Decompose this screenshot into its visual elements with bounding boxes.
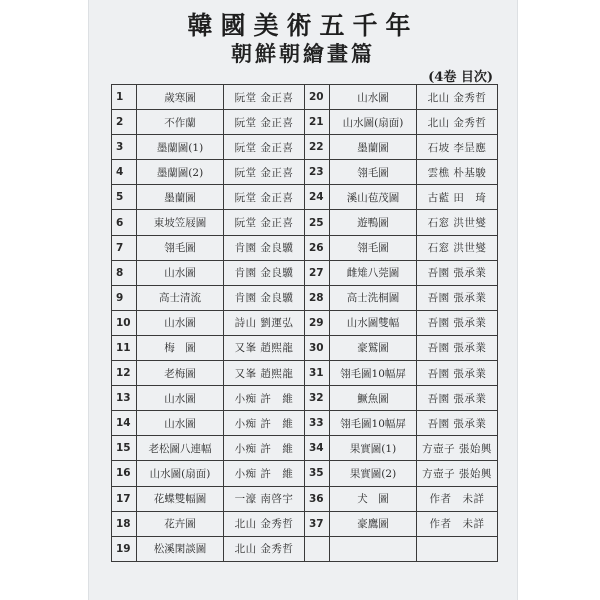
right-entry-title: 遊鴨圖 — [330, 210, 417, 235]
left-entry-number: 4 — [112, 160, 137, 185]
right-entry-title: 豪鷹圖 — [330, 511, 417, 536]
left-entry-title: 山水圖 — [137, 386, 224, 411]
left-entry-number: 12 — [112, 361, 137, 386]
left-entry-artist: 阮堂 金正喜 — [224, 185, 305, 210]
left-entry-artist: 肯園 金良驥 — [224, 285, 305, 310]
right-entry-artist: 吾園 張承業 — [417, 335, 498, 360]
left-entry-title: 花卉圖 — [137, 511, 224, 536]
right-entry-title: 翎毛圖10幅屏 — [330, 411, 417, 436]
table-row — [112, 285, 498, 310]
left-entry-artist: 阮堂 金正喜 — [224, 135, 305, 160]
left-entry-number: 1 — [112, 85, 137, 110]
right-entry-number: 31 — [305, 361, 330, 386]
right-entry-artist: 吾園 張承業 — [417, 411, 498, 436]
left-entry-artist: 北山 金秀哲 — [224, 511, 305, 536]
left-entry-artist: 小痴 許 維 — [224, 411, 305, 436]
right-entry-title: 翎毛圖 — [330, 235, 417, 260]
right-entry-number: 37 — [305, 511, 330, 536]
table-row — [112, 486, 498, 511]
right-entry-artist: 吾園 張承業 — [417, 361, 498, 386]
document-subtitle: 朝鮮朝繪畫篇 — [231, 41, 375, 66]
right-entry-title: 山水圖(扇面) — [330, 110, 417, 135]
right-entry-title: 果實圖(1) — [330, 436, 417, 461]
left-entry-title: 高士清流 — [137, 285, 224, 310]
left-entry-number: 18 — [112, 511, 137, 536]
contents-table — [111, 84, 498, 562]
right-entry-artist: 吾園 張承業 — [417, 285, 498, 310]
left-entry-number: 3 — [112, 135, 137, 160]
right-entry-title: 溪山苞茂圖 — [330, 185, 417, 210]
right-entry-artist: 北山 金秀哲 — [417, 85, 498, 110]
right-entry-title: 山水圖雙幅 — [330, 310, 417, 335]
left-entry-number: 17 — [112, 486, 137, 511]
right-entry-number: 28 — [305, 285, 330, 310]
left-entry-number: 6 — [112, 210, 137, 235]
right-entry-number: 29 — [305, 310, 330, 335]
left-entry-number: 7 — [112, 235, 137, 260]
right-entry-title — [330, 536, 417, 561]
right-entry-artist: 吾園 張承業 — [417, 260, 498, 285]
left-entry-number: 10 — [112, 310, 137, 335]
volume-label: (4卷 目次) — [428, 70, 493, 85]
right-entry-number: 23 — [305, 160, 330, 185]
left-entry-number: 15 — [112, 436, 137, 461]
left-entry-number: 9 — [112, 285, 137, 310]
document-page — [88, 0, 518, 600]
left-entry-title: 老松圖八連幅 — [137, 436, 224, 461]
left-entry-artist: 肯園 金良驥 — [224, 260, 305, 285]
right-entry-artist: 石窓 洪世燮 — [417, 235, 498, 260]
table-row — [112, 436, 498, 461]
table-row — [112, 135, 498, 160]
right-entry-title: 翎毛圖 — [330, 160, 417, 185]
table-row — [112, 461, 498, 486]
right-entry-artist: 雲樵 朴基駿 — [417, 160, 498, 185]
right-entry-title: 雌雉八莞圖 — [330, 260, 417, 285]
right-entry-number: 21 — [305, 110, 330, 135]
left-entry-artist: 一濠 南啓宇 — [224, 486, 305, 511]
right-entry-title: 豪鷲圖 — [330, 335, 417, 360]
left-entry-title: 墨蘭圖(2) — [137, 160, 224, 185]
left-entry-artist: 又峯 趙熙龍 — [224, 335, 305, 360]
right-entry-number: 22 — [305, 135, 330, 160]
right-entry-number: 25 — [305, 210, 330, 235]
left-entry-artist: 阮堂 金正喜 — [224, 160, 305, 185]
right-entry-number: 36 — [305, 486, 330, 511]
table-row — [112, 160, 498, 185]
right-entry-title: 山水圖 — [330, 85, 417, 110]
left-entry-artist: 阮堂 金正喜 — [224, 85, 305, 110]
right-entry-title: 果實圖(2) — [330, 461, 417, 486]
right-entry-title: 鱖魚圖 — [330, 386, 417, 411]
left-entry-title: 山水圖 — [137, 260, 224, 285]
left-entry-number: 19 — [112, 536, 137, 561]
right-entry-number: 27 — [305, 260, 330, 285]
right-entry-title: 墨蘭圖 — [330, 135, 417, 160]
left-entry-title: 山水圖(扇面) — [137, 461, 224, 486]
right-entry-artist: 石窓 洪世燮 — [417, 210, 498, 235]
document-title: 韓國美術五千年 — [187, 11, 419, 40]
table-row — [112, 511, 498, 536]
left-entry-artist: 肯園 金良驥 — [224, 235, 305, 260]
left-entry-number: 16 — [112, 461, 137, 486]
table-row — [112, 536, 498, 561]
right-entry-artist: 作者 未詳 — [417, 511, 498, 536]
table-row — [112, 110, 498, 135]
right-entry-artist: 吾園 張承業 — [417, 310, 498, 335]
right-entry-title: 犬 圖 — [330, 486, 417, 511]
left-entry-title: 東坡笠屐圖 — [137, 210, 224, 235]
right-entry-number — [305, 536, 330, 561]
right-entry-artist: 作者 未詳 — [417, 486, 498, 511]
left-entry-number: 8 — [112, 260, 137, 285]
right-entry-artist: 古藍 田 琦 — [417, 185, 498, 210]
right-entry-number: 26 — [305, 235, 330, 260]
left-entry-artist: 又峯 趙熙龍 — [224, 361, 305, 386]
left-entry-number: 5 — [112, 185, 137, 210]
contents-table-body — [112, 85, 498, 562]
left-entry-artist: 阮堂 金正喜 — [224, 210, 305, 235]
table-row — [112, 235, 498, 260]
left-entry-title: 松溪閑談圖 — [137, 536, 224, 561]
left-entry-title: 梅 圖 — [137, 335, 224, 360]
right-entry-artist: 北山 金秀哲 — [417, 110, 498, 135]
right-entry-number: 24 — [305, 185, 330, 210]
left-entry-title: 翎毛圖 — [137, 235, 224, 260]
right-entry-title: 翎毛圖10幅屏 — [330, 361, 417, 386]
table-row — [112, 85, 498, 110]
right-entry-artist: 吾園 張承業 — [417, 386, 498, 411]
left-entry-artist: 小痴 許 維 — [224, 436, 305, 461]
left-entry-title: 歲寒圖 — [137, 85, 224, 110]
right-entry-number: 20 — [305, 85, 330, 110]
right-entry-number: 32 — [305, 386, 330, 411]
left-entry-title: 山水圖 — [137, 310, 224, 335]
left-entry-number: 13 — [112, 386, 137, 411]
left-entry-title: 老梅圖 — [137, 361, 224, 386]
left-entry-title: 墨蘭圖(1) — [137, 135, 224, 160]
left-entry-artist: 北山 金秀哲 — [224, 536, 305, 561]
right-entry-artist — [417, 536, 498, 561]
left-entry-artist: 阮堂 金正喜 — [224, 110, 305, 135]
left-entry-title: 山水圖 — [137, 411, 224, 436]
right-entry-number: 35 — [305, 461, 330, 486]
table-row — [112, 386, 498, 411]
right-entry-artist: 方壺子 張始興 — [417, 461, 498, 486]
left-entry-title: 不作蘭 — [137, 110, 224, 135]
left-entry-artist: 小痴 許 維 — [224, 461, 305, 486]
right-entry-number: 34 — [305, 436, 330, 461]
table-row — [112, 185, 498, 210]
table-row — [112, 335, 498, 360]
left-entry-title: 花蝶雙幅圖 — [137, 486, 224, 511]
left-entry-number: 14 — [112, 411, 137, 436]
table-row — [112, 260, 498, 285]
left-entry-number: 2 — [112, 110, 137, 135]
table-row — [112, 361, 498, 386]
left-entry-title: 墨蘭圖 — [137, 185, 224, 210]
table-row — [112, 310, 498, 335]
right-entry-artist: 石坡 李昰應 — [417, 135, 498, 160]
left-entry-artist: 小痴 許 維 — [224, 386, 305, 411]
right-entry-artist: 方壺子 張始興 — [417, 436, 498, 461]
table-row — [112, 210, 498, 235]
left-entry-artist: 詩山 劉運弘 — [224, 310, 305, 335]
right-entry-number: 30 — [305, 335, 330, 360]
table-row — [112, 411, 498, 436]
left-entry-number: 11 — [112, 335, 137, 360]
right-entry-title: 高士洗桐圖 — [330, 285, 417, 310]
right-entry-number: 33 — [305, 411, 330, 436]
